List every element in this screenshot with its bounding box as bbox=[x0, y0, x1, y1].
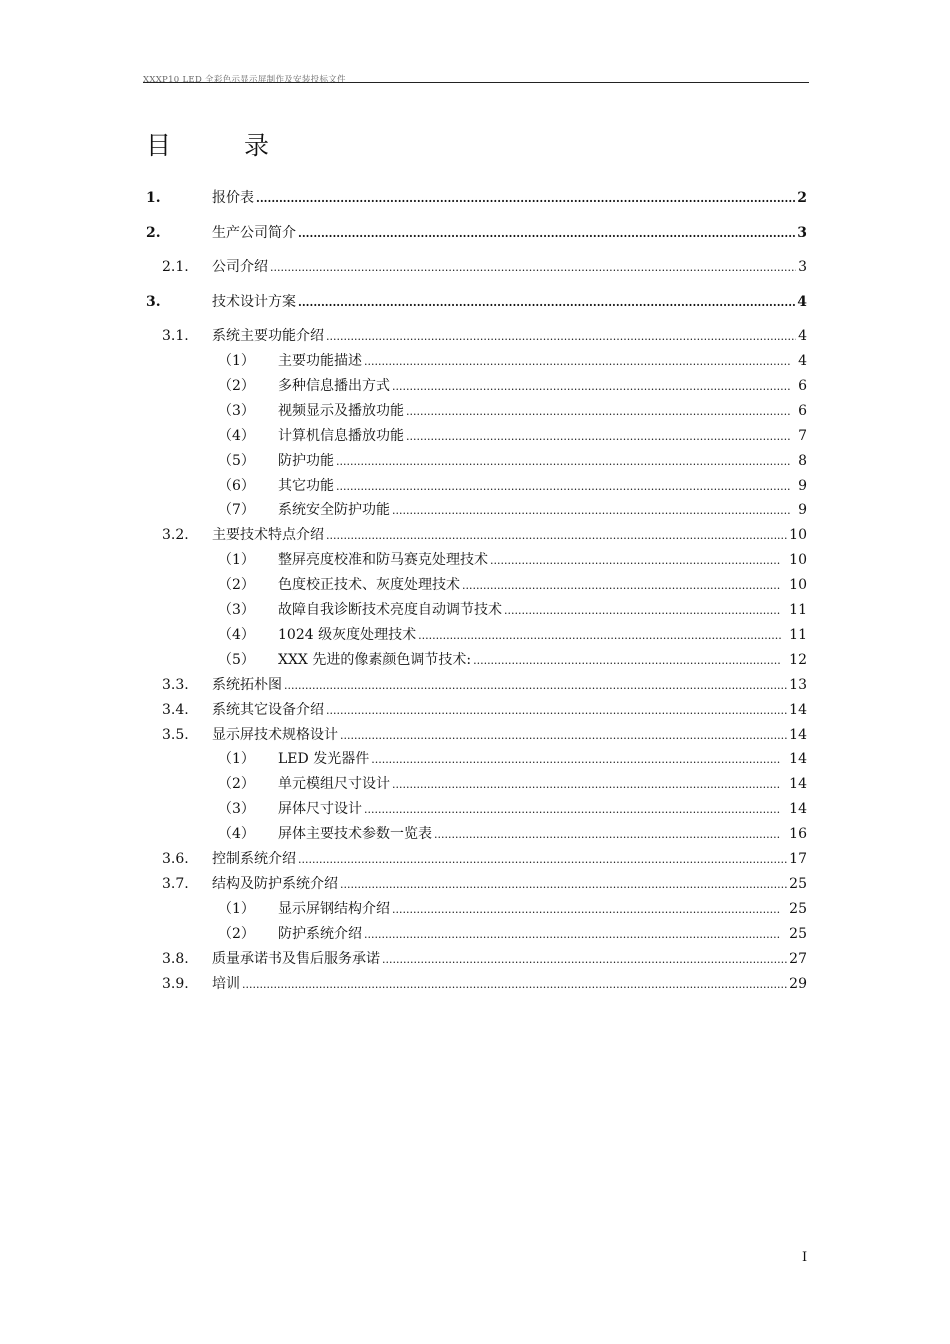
toc-entry-number: 3.2. bbox=[162, 527, 189, 543]
toc-entry-page: 29 bbox=[789, 976, 807, 992]
toc-entry[interactable] bbox=[218, 452, 807, 471]
toc-entry-page: 14 bbox=[789, 776, 807, 792]
toc-dot-leader bbox=[298, 294, 795, 312]
toc-dot-leader bbox=[336, 453, 790, 471]
toc-entry[interactable] bbox=[162, 950, 807, 969]
toc-entry-number: 2.1. bbox=[162, 259, 189, 275]
toc-entry-page: 27 bbox=[789, 951, 807, 967]
toc-entry-number: （4） bbox=[218, 428, 255, 444]
toc-dot-leader bbox=[364, 353, 790, 371]
toc-entry[interactable] bbox=[218, 601, 807, 620]
toc-entry-title: 控制系统介绍 bbox=[212, 851, 296, 867]
toc-entry-number: （1） bbox=[218, 901, 255, 917]
toc-dot-leader bbox=[340, 876, 787, 894]
toc-entry-title: 色度校正技术、灰度处理技术 bbox=[278, 577, 460, 593]
toc-entry-page: 25 bbox=[789, 926, 807, 942]
toc-dot-leader bbox=[382, 951, 787, 969]
toc-dot-leader bbox=[371, 751, 781, 769]
toc-entry-number: （6） bbox=[218, 478, 255, 494]
toc-entry[interactable] bbox=[218, 775, 807, 794]
toc-entry-number: （4） bbox=[218, 627, 255, 643]
toc-entry-number: 3.7. bbox=[162, 876, 189, 892]
toc-entry-number: （1） bbox=[218, 353, 255, 369]
toc-entry-title: 显示屏钢结构介绍 bbox=[278, 901, 390, 917]
toc-dot-leader bbox=[490, 552, 781, 570]
toc-entry-number: 3.3. bbox=[162, 677, 189, 693]
toc-dot-leader bbox=[418, 627, 781, 645]
toc-entry-page: 6 bbox=[798, 378, 807, 394]
toc-entry-title: 单元模组尺寸设计 bbox=[278, 776, 390, 792]
toc-entry[interactable] bbox=[146, 224, 807, 243]
toc-entry-title: 系统拓朴图 bbox=[212, 677, 282, 693]
toc-entry[interactable] bbox=[162, 258, 807, 277]
toc-dot-leader bbox=[326, 328, 796, 346]
toc-dot-leader bbox=[326, 527, 787, 545]
toc-entry-page: 25 bbox=[789, 901, 807, 917]
toc-entry-number: （2） bbox=[218, 577, 255, 593]
toc-entry-number: （1） bbox=[218, 751, 255, 767]
toc-entry-title: 结构及防护系统介绍 bbox=[212, 876, 338, 892]
toc-entry-page: 14 bbox=[789, 727, 807, 743]
toc-entry-page: 14 bbox=[789, 801, 807, 817]
toc-entry-page: 13 bbox=[789, 677, 807, 693]
toc-entry-title: 公司介绍 bbox=[212, 259, 268, 275]
toc-dot-leader bbox=[392, 378, 790, 396]
toc-entry-number: 3.8. bbox=[162, 951, 189, 967]
toc-entry-title: 培训 bbox=[212, 976, 240, 992]
toc-entry-title: LED 发光器件 bbox=[278, 751, 370, 767]
toc-entry-page: 4 bbox=[798, 328, 807, 344]
toc-entry-page: 12 bbox=[789, 652, 807, 668]
toc-dot-leader bbox=[364, 926, 781, 944]
toc-entry[interactable] bbox=[162, 975, 807, 994]
toc-dot-leader bbox=[406, 403, 790, 421]
toc-dot-leader bbox=[392, 502, 790, 520]
toc-entry-page: 7 bbox=[798, 428, 807, 444]
toc-entry-page: 11 bbox=[789, 627, 807, 643]
toc-entry-page: 25 bbox=[789, 876, 807, 892]
toc-entry[interactable] bbox=[162, 676, 807, 695]
toc-entry-page: 10 bbox=[789, 577, 807, 593]
toc-entry[interactable] bbox=[218, 626, 807, 645]
toc-entry-page: 3 bbox=[798, 259, 807, 275]
toc-entry[interactable] bbox=[218, 501, 807, 520]
toc-entry-page: 17 bbox=[789, 851, 807, 867]
toc-entry-number: 3.5. bbox=[162, 727, 189, 743]
toc-entry-title: 故障自我诊断技术亮度自动调节技术 bbox=[278, 602, 502, 618]
toc-entry-title: 系统安全防护功能 bbox=[278, 502, 390, 518]
toc-entry[interactable] bbox=[218, 477, 807, 496]
toc-entry-title: 视频显示及播放功能 bbox=[278, 403, 404, 419]
toc-entry-title: 整屏亮度校准和防马赛克处理技术 bbox=[278, 552, 488, 568]
toc-entry[interactable] bbox=[146, 189, 807, 208]
toc-entry-number: （4） bbox=[218, 826, 255, 842]
toc-entry-title: 系统其它设备介绍 bbox=[212, 702, 324, 718]
toc-dot-leader bbox=[406, 428, 790, 446]
toc-entry-title: 显示屏技术规格设计 bbox=[212, 727, 338, 743]
toc-entry[interactable] bbox=[218, 900, 807, 919]
toc-entry-number: （3） bbox=[218, 801, 255, 817]
toc-entry-title: 主要功能描述 bbox=[278, 353, 362, 369]
toc-entry-title: 屏体尺寸设计 bbox=[278, 801, 362, 817]
toc-entry-title: 防护功能 bbox=[278, 453, 334, 469]
toc-entry[interactable] bbox=[162, 875, 807, 894]
toc-entry[interactable] bbox=[218, 551, 807, 570]
toc-entry-number: （2） bbox=[218, 776, 255, 792]
toc-entry[interactable] bbox=[218, 402, 807, 421]
toc-dot-leader bbox=[392, 776, 781, 794]
toc-dot-leader bbox=[504, 602, 781, 620]
toc-entry-page: 10 bbox=[789, 552, 807, 568]
toc-dot-leader bbox=[364, 801, 781, 819]
toc-entry-title: 多种信息播出方式 bbox=[278, 378, 390, 394]
toc-dot-leader bbox=[392, 901, 781, 919]
toc-dot-leader bbox=[340, 727, 787, 745]
toc-entry-page: 14 bbox=[789, 751, 807, 767]
toc-entry-title: 技术设计方案 bbox=[212, 294, 296, 310]
toc-entry[interactable] bbox=[162, 701, 807, 720]
toc-dot-leader bbox=[473, 652, 781, 670]
toc-entry-number: 3.1. bbox=[162, 328, 189, 344]
toc-entry[interactable] bbox=[146, 293, 807, 312]
toc-entry-number: 3.4. bbox=[162, 702, 189, 718]
toc-dot-leader bbox=[336, 478, 790, 496]
toc-entry-page: 2 bbox=[797, 190, 807, 206]
toc-entry-page: 3 bbox=[797, 225, 807, 241]
toc-entry-page: 11 bbox=[789, 602, 807, 618]
toc-entry-page: 6 bbox=[798, 403, 807, 419]
toc-entry-title: XXX 先进的像素颜色调节技术: bbox=[278, 652, 472, 668]
toc-entry[interactable] bbox=[162, 726, 807, 745]
toc-entry[interactable] bbox=[218, 750, 807, 769]
toc-entry-page: 9 bbox=[798, 502, 807, 518]
toc-dot-leader bbox=[270, 259, 796, 277]
toc-dot-leader bbox=[326, 702, 787, 720]
toc-entry-number: （5） bbox=[218, 453, 255, 469]
toc-dot-leader bbox=[284, 677, 787, 695]
toc-entry[interactable] bbox=[218, 651, 807, 670]
toc-entry[interactable] bbox=[218, 427, 807, 446]
toc-entry-title: 屏体主要技术参数一览表 bbox=[278, 826, 432, 842]
toc-entry[interactable] bbox=[162, 327, 807, 346]
toc-entry-page: 8 bbox=[798, 453, 807, 469]
page-number: I bbox=[802, 1250, 808, 1265]
toc-entry-title: 报价表 bbox=[212, 190, 254, 206]
toc-entry-number: （1） bbox=[218, 552, 255, 568]
toc-entry-number: （3） bbox=[218, 602, 255, 618]
toc-entry-number: 2. bbox=[146, 225, 161, 241]
toc-entry-page: 16 bbox=[789, 826, 807, 842]
toc-entry[interactable] bbox=[162, 526, 807, 545]
toc-dot-leader bbox=[434, 826, 781, 844]
toc-entry[interactable] bbox=[218, 352, 807, 371]
toc-entry-title: 计算机信息播放功能 bbox=[278, 428, 404, 444]
toc-entry-number: （3） bbox=[218, 403, 255, 419]
toc-entry[interactable] bbox=[218, 825, 807, 844]
toc-entry-page: 14 bbox=[789, 702, 807, 718]
toc-entry-number: 1. bbox=[146, 190, 161, 206]
toc-dot-leader bbox=[242, 976, 787, 994]
toc-entry-title: 主要技术特点介绍 bbox=[212, 527, 324, 543]
toc-entry-number: （2） bbox=[218, 378, 255, 394]
toc-entry[interactable] bbox=[218, 377, 807, 396]
toc-entry-number: 3.9. bbox=[162, 976, 189, 992]
toc-entry-number: （7） bbox=[218, 502, 255, 518]
toc-entry[interactable] bbox=[218, 576, 807, 595]
toc-dot-leader bbox=[298, 851, 787, 869]
toc-entry-title: 防护系统介绍 bbox=[278, 926, 362, 942]
toc-entry-page: 4 bbox=[798, 353, 807, 369]
toc-dot-leader bbox=[462, 577, 781, 595]
toc-entry-title: 其它功能 bbox=[278, 478, 334, 494]
toc-entry[interactable] bbox=[218, 925, 807, 944]
toc-entry-number: 3. bbox=[146, 294, 161, 310]
toc-title: 目 录 bbox=[146, 131, 294, 160]
toc-entry-title: 1024 级灰度处理技术 bbox=[278, 627, 417, 643]
toc-entry-number: （2） bbox=[218, 926, 255, 942]
toc-dot-leader bbox=[298, 225, 795, 243]
toc-dot-leader bbox=[256, 190, 795, 208]
running-header: XXXP10 LED 全彩色示显示屏制作及安装投标文件 bbox=[143, 75, 346, 85]
toc-entry-page: 9 bbox=[798, 478, 807, 494]
toc-entry[interactable] bbox=[218, 800, 807, 819]
toc-entry-number: 3.6. bbox=[162, 851, 189, 867]
toc-entry-page: 4 bbox=[797, 294, 807, 310]
toc-entry-number: （5） bbox=[218, 652, 255, 668]
toc-entry-title: 质量承诺书及售后服务承诺 bbox=[212, 951, 380, 967]
toc-entry[interactable] bbox=[162, 850, 807, 869]
toc-entry-title: 生产公司简介 bbox=[212, 225, 296, 241]
toc-entry-title: 系统主要功能介绍 bbox=[212, 328, 324, 344]
toc-entry-page: 10 bbox=[789, 527, 807, 543]
